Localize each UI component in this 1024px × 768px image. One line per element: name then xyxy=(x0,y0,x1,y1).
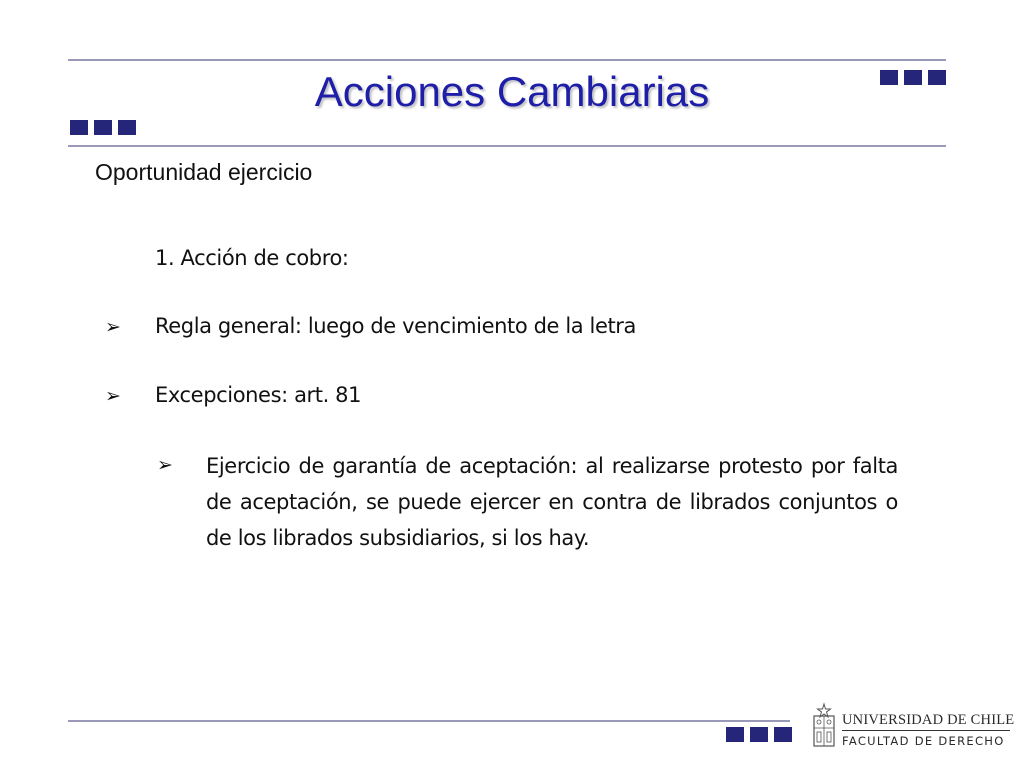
title-underline-rule xyxy=(68,145,946,147)
sub-bullet-paragraph: Ejercicio de garantía de aceptación: al realizarse protesto por falta de aceptación, se puede ejercer en contra de librados conjuntos o de los librados subsidiarios, si los hay. xyxy=(206,454,898,550)
bullet-item-exceptions: Excepciones: art. 81 xyxy=(155,383,362,407)
university-name: UNIVERSIDAD DE CHILE xyxy=(842,712,1015,728)
square-decoration xyxy=(118,120,136,135)
bullet-arrow-icon: ➢ xyxy=(105,385,121,407)
square-decoration xyxy=(726,727,744,742)
bullet-arrow-icon: ➢ xyxy=(105,316,121,338)
sub-bullet-arrow-icon: ➢ xyxy=(157,454,173,476)
left-squares xyxy=(70,120,136,135)
bottom-squares xyxy=(726,727,792,742)
university-seal-icon xyxy=(812,702,836,750)
square-decoration xyxy=(70,120,88,135)
bullet-item-general-rule: Regla general: luego de vencimiento de la letra xyxy=(155,314,636,338)
logo-divider xyxy=(842,730,1010,731)
university-logo xyxy=(812,702,1015,750)
numbered-item: 1. Acción de cobro: xyxy=(155,246,349,270)
square-decoration xyxy=(94,120,112,135)
faculty-name: FACULTAD DE DERECHO xyxy=(842,734,1005,748)
slide-subtitle: Oportunidad ejercicio xyxy=(95,159,313,185)
square-decoration xyxy=(774,727,792,742)
slide-title: Acciones Cambiarias xyxy=(314,68,710,115)
top-rule xyxy=(68,59,946,61)
bottom-rule xyxy=(68,720,790,722)
square-decoration xyxy=(750,727,768,742)
